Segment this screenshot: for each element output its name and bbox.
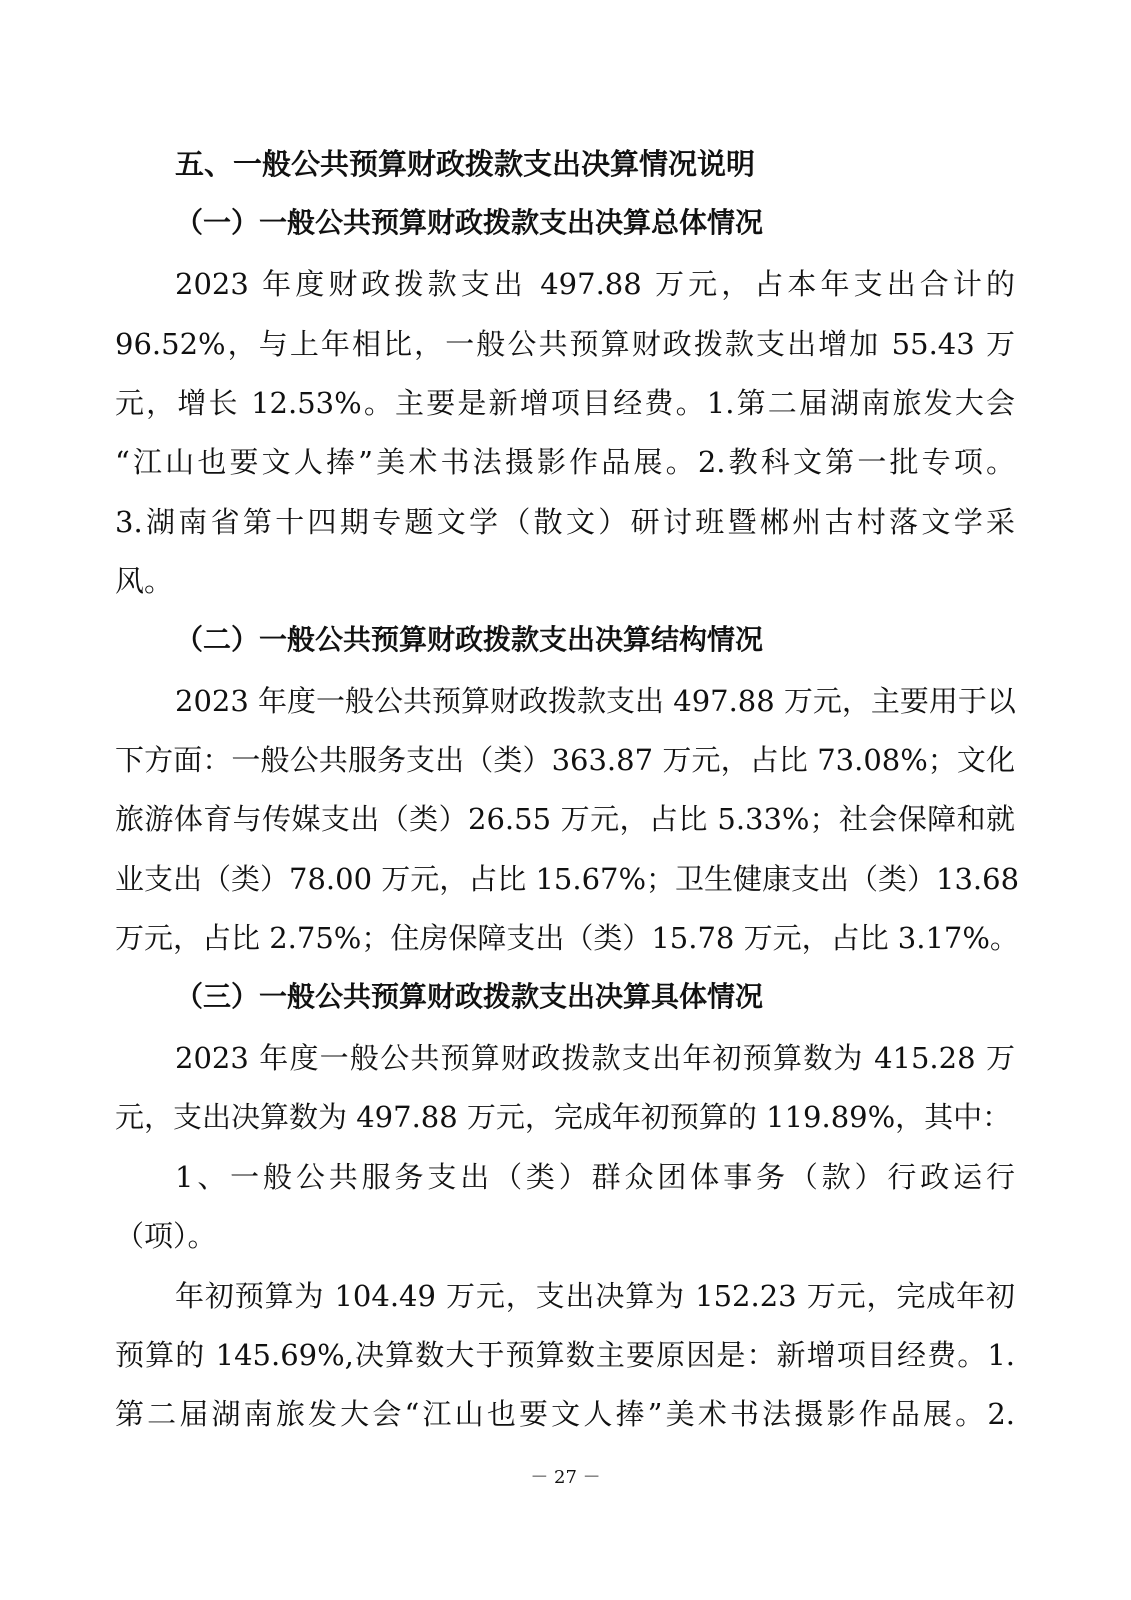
paragraph-line: 万元，占比 2.75%；住房保障支出（类）15.78 万元，占比 3.17%。 bbox=[115, 921, 1019, 955]
paragraph-line: “江山也要文人捧”美术书法摄影作品展。2.教科文第一批专项。 bbox=[115, 445, 1015, 479]
paragraph-line: 业支出（类）78.00 万元，占比 15.67%；卫生健康支出（类）13.68 bbox=[115, 862, 1020, 896]
paragraph-line: 年初预算为 104.49 万元，支出决算为 152.23 万元，完成年初 bbox=[175, 1279, 1015, 1313]
subsection-heading-3: （三）一般公共预算财政拨款支出决算具体情况 bbox=[175, 980, 764, 1013]
paragraph-line: 旅游体育与传媒支出（类）26.55 万元，占比 5.33%；社会保障和就 bbox=[115, 802, 1015, 836]
paragraph-line: 风。 bbox=[115, 564, 174, 598]
paragraph-line: 3.湖南省第十四期专题文学（散文）研讨班暨郴州古村落文学采 bbox=[115, 505, 1015, 539]
subsection-heading-2: （二）一般公共预算财政拨款支出决算结构情况 bbox=[175, 623, 764, 656]
paragraph-line: 元，增长 12.53%。主要是新增项目经费。1.第二届湖南旅发大会 bbox=[115, 386, 1015, 420]
page-number: － 27 － bbox=[530, 1467, 601, 1488]
paragraph-line: （项）。 bbox=[115, 1219, 217, 1253]
paragraph-line: 预算的 145.69%,决算数大于预算数主要原因是：新增项目经费。1. bbox=[115, 1338, 1015, 1372]
section-title: 五、一般公共预算财政拨款支出决算情况说明 bbox=[175, 147, 756, 181]
paragraph-line: 第二届湖南旅发大会“江山也要文人捧”美术书法摄影作品展。2. bbox=[115, 1397, 1015, 1431]
subsection-heading-1: （一）一般公共预算财政拨款支出决算总体情况 bbox=[175, 206, 764, 239]
paragraph-line: 元，支出决算数为 497.88 万元，完成年初预算的 119.89%，其中： bbox=[115, 1100, 1012, 1134]
paragraph-line: 2023 年度一般公共预算财政拨款支出 497.88 万元，主要用于以 bbox=[175, 684, 1016, 718]
paragraph-line: 96.52%，与上年相比，一般公共预算财政拨款支出增加 55.43 万 bbox=[115, 327, 1015, 361]
paragraph-line: 1、一般公共服务支出（类）群众团体事务（款）行政运行 bbox=[175, 1160, 1015, 1194]
paragraph-line: 2023 年度财政拨款支出 497.88 万元，占本年支出合计的 bbox=[175, 267, 1015, 301]
paragraph-line: 下方面：一般公共服务支出（类）363.87 万元，占比 73.08%；文化 bbox=[115, 743, 1015, 777]
paragraph-line: 2023 年度一般公共预算财政拨款支出年初预算数为 415.28 万 bbox=[175, 1041, 1015, 1075]
